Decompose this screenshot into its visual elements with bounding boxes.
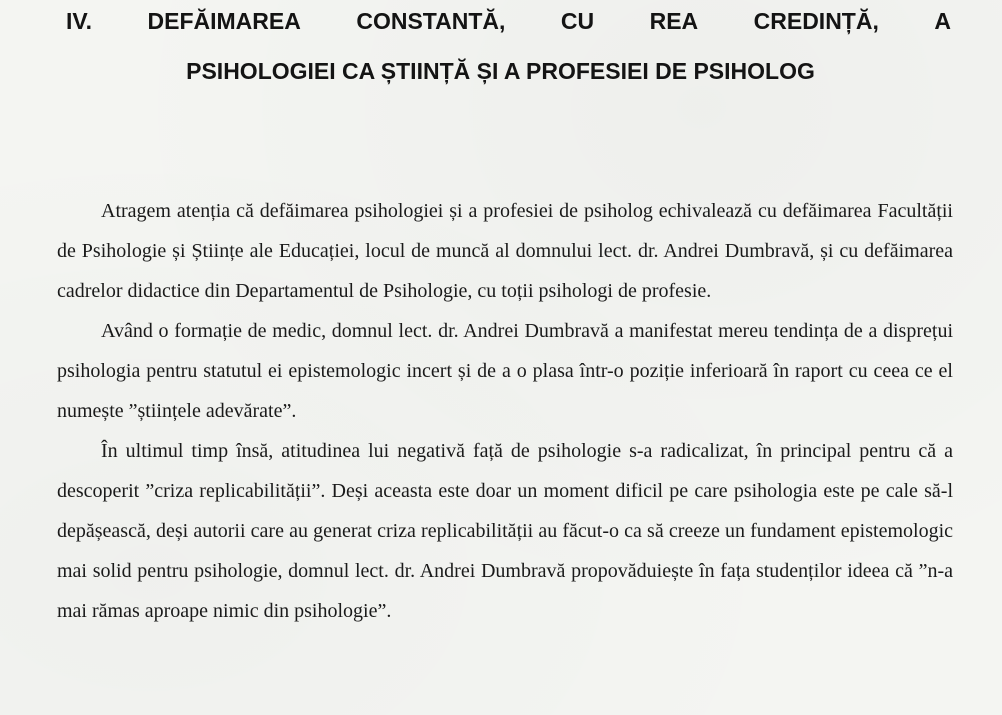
heading-word: IV.	[66, 8, 93, 34]
heading-word: REA	[649, 8, 699, 34]
paragraph-1: Atragem atenția că defăimarea psihologiei și a profesiei de psiholog echivalează cu defăimarea Facultății de Psihologie și Științe ale Educației, locul de muncă al domnului lect. dr. Andrei Dumbravă, și cu defăimarea cadrelor didactice din Departamentul de Psihologie, cu toții psihologi de profesie.	[57, 200, 953, 302]
paragraph-3: În ultimul timp însă, atitudinea lui negativă față de psihologie s-a radicalizat, în principal pentru că a descoperit ”criza replicabilității”. Deși aceasta este doar un moment dificil pe care psihologia este pe cale să-l depășească, deși autorii care au generat criza replicabilității au făcut-o ca să creeze un fundament epistemologic mai solid pentru psihologie, domnul lect. dr. Andrei Dumbravă propovăduiește în fața studenților ideea că ”n-a mai rămas aproape nimic din psihologie”.	[57, 440, 953, 622]
heading-word: CREDINȚĂ,	[753, 8, 879, 34]
body-text	[57, 191, 953, 631]
heading-word: CU	[560, 8, 595, 34]
heading-word: DEFĂIMAREA	[147, 8, 301, 34]
section-heading-line-1	[66, 8, 951, 35]
heading-word: CONSTANTĂ,	[356, 8, 506, 34]
section-heading-line-2: PSIHOLOGIEI CA ȘTIINȚĂ ȘI A PROFESIEI DE PSIHOLOG	[186, 58, 815, 84]
heading-word: A	[934, 8, 951, 34]
paragraph-2: Având o formație de medic, domnul lect. dr. Andrei Dumbravă a manifestat mereu tendința de a disprețui psihologia pentru statutul ei epistemologic incert și de a o plasa într-o poziție inferioară în raport cu ceea ce el numește ”științele adevărate”.	[57, 320, 953, 422]
